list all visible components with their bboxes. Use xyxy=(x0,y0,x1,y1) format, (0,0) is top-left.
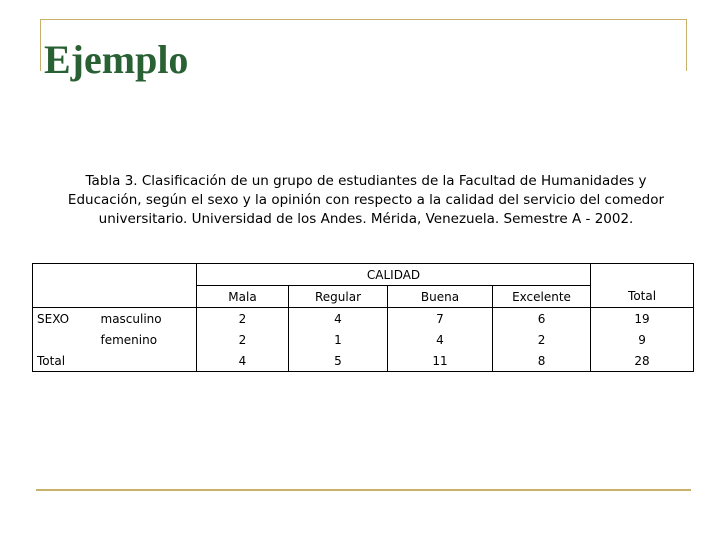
table-cell: 2 xyxy=(197,308,289,330)
table-cell: 1 xyxy=(289,329,388,350)
row-total-cell: 19 xyxy=(591,308,694,330)
corner-cell xyxy=(33,264,97,286)
corner-cell xyxy=(33,286,97,308)
column-header-excelente: Excelente xyxy=(493,286,591,308)
table-cell: 4 xyxy=(388,329,493,350)
grand-total-cell: 28 xyxy=(591,350,694,372)
top-rule xyxy=(40,19,686,20)
table-row xyxy=(33,308,694,330)
table-cell: 5 xyxy=(289,350,388,372)
row-group-label: SEXO xyxy=(33,308,97,330)
header-row-columns xyxy=(33,286,694,308)
row-label: masculino xyxy=(97,308,197,330)
column-header-buena: Buena xyxy=(388,286,493,308)
column-header-regular: Regular xyxy=(289,286,388,308)
left-rule xyxy=(40,19,41,71)
table-cell: 11 xyxy=(388,350,493,372)
table-cell: 4 xyxy=(289,308,388,330)
total-row-label: Total xyxy=(33,350,97,372)
caption-line: universitario. Universidad de los Andes. Mérida, Venezuela. Semestre A - 2002. xyxy=(98,211,634,227)
slide-title: Ejemplo xyxy=(44,37,189,82)
row-group-spacer xyxy=(33,329,97,350)
total-row xyxy=(33,350,694,372)
table-cell: 6 xyxy=(493,308,591,330)
group-header-calidad: CALIDAD xyxy=(197,264,591,286)
corner-cell xyxy=(97,286,197,308)
contingency-table xyxy=(32,263,694,372)
corner-cell xyxy=(97,264,197,286)
table-cell: 8 xyxy=(493,350,591,372)
table-row xyxy=(33,329,694,350)
table-caption xyxy=(36,172,696,229)
caption-line: Tabla 3. Clasificación de un grupo de estudiantes de la Facultad de Humanidades y xyxy=(85,173,647,189)
bottom-rule xyxy=(36,489,691,491)
table-cell: 2 xyxy=(493,329,591,350)
row-total-cell: 9 xyxy=(591,329,694,350)
table-cell: 2 xyxy=(197,329,289,350)
caption-line: Educación, según el sexo y la opinión con respecto a la calidad del servicio del comedor xyxy=(67,192,665,208)
row-label: femenino xyxy=(97,329,197,350)
table-cell: 4 xyxy=(197,350,289,372)
total-row-spacer xyxy=(97,350,197,372)
header-row-group xyxy=(33,264,694,286)
column-header-total: Total xyxy=(591,286,694,308)
right-rule xyxy=(686,19,687,71)
column-header-mala: Mala xyxy=(197,286,289,308)
corner-cell xyxy=(591,264,694,286)
table-cell: 7 xyxy=(388,308,493,330)
